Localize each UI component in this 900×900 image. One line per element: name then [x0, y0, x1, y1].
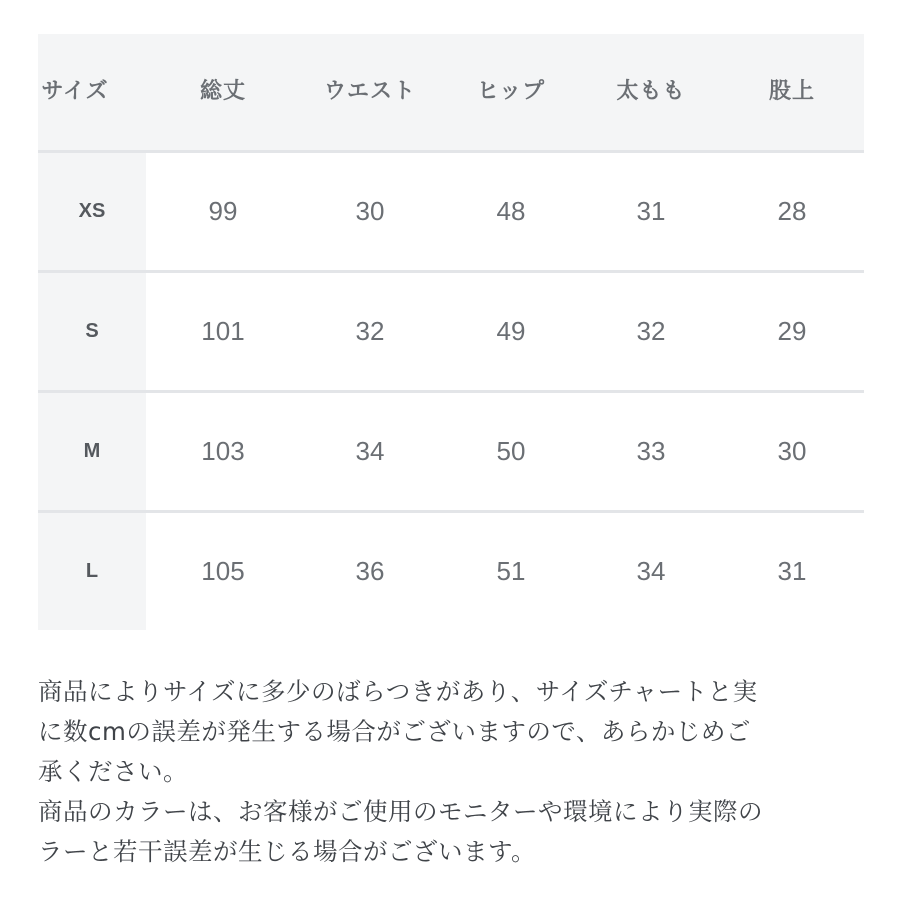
size-chart-table	[38, 34, 864, 632]
notes-line: 商品のカラーは、お客様がご使用のモニターや環境により実際の	[38, 797, 763, 826]
size-disclaimer-notes	[38, 672, 858, 872]
cell-waist: 34	[355, 436, 385, 466]
column-header-waist: ウエスト	[323, 79, 416, 104]
notes-line: 承ください。	[38, 757, 188, 786]
column-header-hip: ヒップ	[476, 79, 546, 104]
cell-total-length: 101	[201, 316, 245, 346]
cell-rise: 31	[777, 556, 807, 586]
cell-waist: 36	[355, 556, 385, 586]
cell-total-length: 105	[201, 556, 245, 586]
size-label: L	[38, 513, 146, 630]
column-header-total-length: 総丈	[199, 79, 246, 104]
cell-hip: 51	[496, 556, 526, 586]
cell-total-length: 103	[201, 436, 245, 466]
cell-thigh: 34	[636, 556, 666, 586]
table-row	[38, 273, 864, 393]
table-row	[38, 513, 864, 630]
cell-thigh: 33	[636, 436, 666, 466]
column-header-rise: 股上	[768, 79, 815, 104]
cell-rise: 29	[777, 316, 807, 346]
table-row	[38, 153, 864, 273]
column-header-thigh: 太もも	[616, 79, 686, 104]
cell-hip: 50	[496, 436, 526, 466]
cell-thigh: 32	[636, 316, 666, 346]
cell-waist: 32	[355, 316, 385, 346]
cell-hip: 48	[496, 196, 526, 226]
table-row	[38, 393, 864, 513]
cell-hip: 49	[496, 316, 526, 346]
cell-total-length: 99	[208, 196, 238, 226]
cell-rise: 30	[777, 436, 807, 466]
size-label: M	[38, 393, 146, 510]
cell-thigh: 31	[636, 196, 666, 226]
notes-line: ラーと若干誤差が生じる場合がございます。	[38, 837, 537, 866]
notes-line: 商品によりサイズに多少のばらつきがあり、サイズチャートと実	[38, 677, 758, 706]
notes-line: に数cmの誤差が発生する場合がございますので、あらかじめご	[38, 717, 751, 746]
column-header-size: サイズ	[41, 79, 109, 104]
table-header-row	[38, 34, 864, 153]
cell-rise: 28	[777, 196, 807, 226]
cell-waist: 30	[355, 196, 385, 226]
size-label: S	[38, 273, 146, 390]
size-label: XS	[38, 153, 146, 270]
